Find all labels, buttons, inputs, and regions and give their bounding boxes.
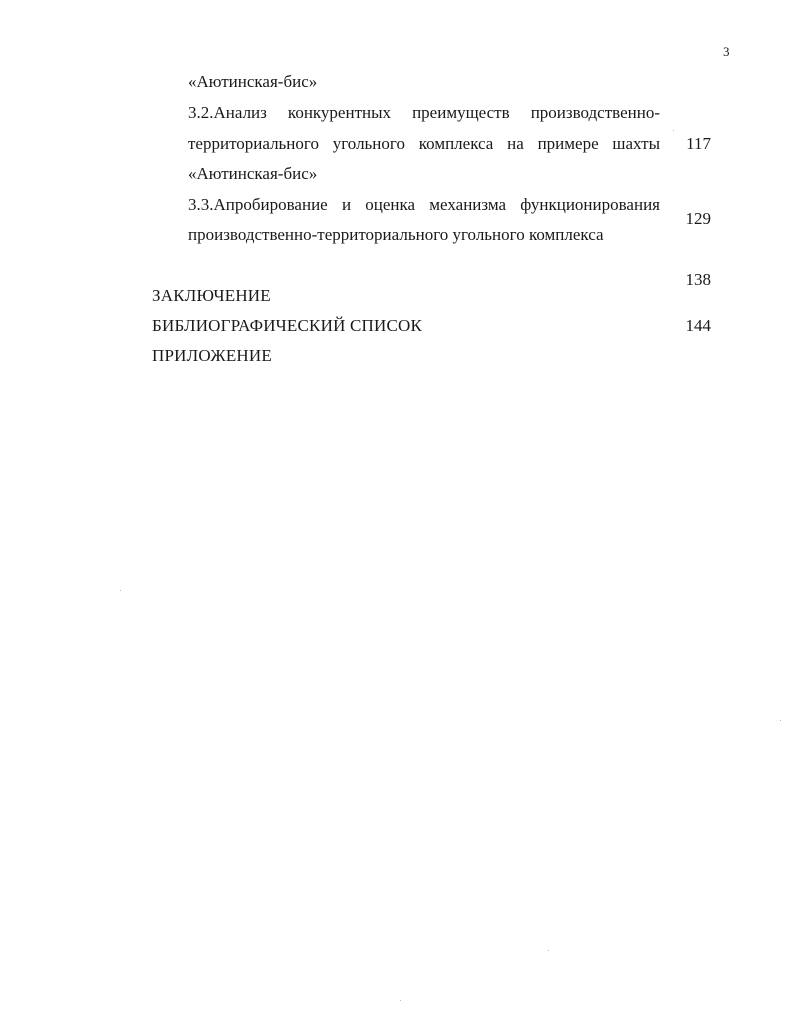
toc-item-3-1-tail: «Аютинская-бис» (188, 72, 318, 91)
toc-item-3-3-page: 129 (685, 209, 711, 228)
toc-item-3-2-line1: 3.2.Анализ конкурентных преимуществ производственно- (188, 103, 660, 122)
toc-conclusion-page: 138 (685, 270, 711, 289)
toc-appendix-label: ПРИЛОЖЕНИЕ (152, 346, 272, 365)
toc-bibliography-page: 144 (685, 316, 711, 335)
page-number: 3 (723, 44, 730, 59)
scan-speck (120, 590, 121, 591)
toc-conclusion-label: ЗАКЛЮЧЕНИЕ (152, 286, 271, 305)
toc-item-3-2-line3: «Аютинская-бис» (188, 164, 318, 183)
toc-bibliography-label: БИБЛИОГРАФИЧЕСКИЙ СПИСОК (152, 316, 423, 335)
toc-item-3-3-line2: производственно-территориального угольного комплекса (188, 225, 604, 244)
toc-item-3-3-line1: 3.3.Апробирование и оценка механизма функционирования (188, 195, 660, 214)
scan-speck (548, 950, 549, 951)
scan-speck (780, 720, 781, 721)
toc-item-3-2-line2: территориального угольного комплекса на примере шахты (188, 134, 660, 153)
toc-item-3-2-page: 117 (686, 134, 711, 153)
scan-speck (400, 1000, 401, 1001)
scan-speck (673, 130, 674, 131)
